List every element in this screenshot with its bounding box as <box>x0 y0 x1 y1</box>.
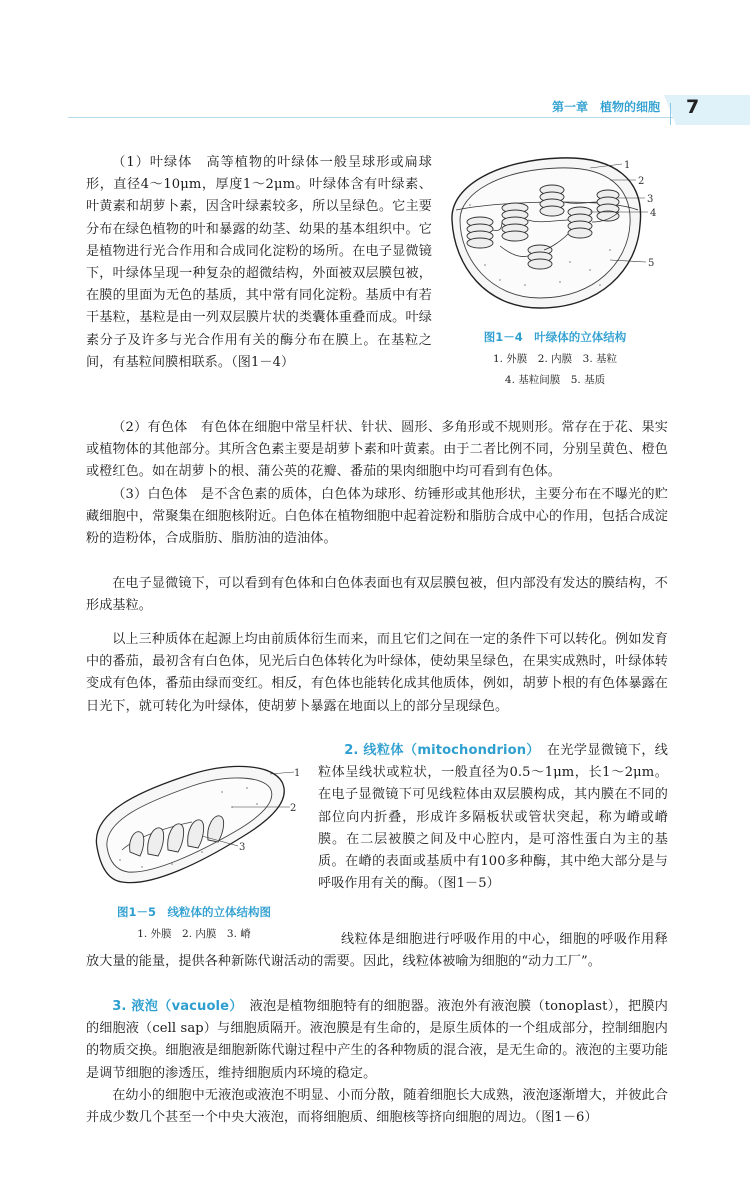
chloroplast-label-5: 5 <box>648 258 655 269</box>
paragraph-chloroplast: （1）叶绿体 高等植物的叶绿体一般呈球形或扁球形，直径4～10μm，厚度1～2μm。叶绿体含有叶绿素、叶黄素和胡萝卜素，因含叶绿素较多，所以呈绿色。它主要分布在绿色植物的叶和暴露的幼茎、幼果的基本组织中。它是植物进行光合作用和合成同化淀粉的场所。在电子显微镜下，叶绿体呈现一种复杂的超微结构，外面被双层膜包被，在膜的里面为无色的基质，其中常有同化淀粉。基质中有若干基粒，基粒是由一列双层膜片状的类囊体重叠而成。叶绿素分子及许多与光合作用有关的酶分布在膜上。在基粒之间，有基粒间膜相联系。（图1－4） <box>86 155 432 370</box>
chapter-title: 第一章 植物的细胞 <box>551 100 660 114</box>
mitochondrion-label-3: 3 <box>239 842 246 853</box>
paragraph-em-observation: 在电子显微镜下，可以看到有色体和白色体表面也有双层膜包被，但内部没有发达的膜结构，不形成基粒。 <box>86 576 668 614</box>
paragraph-leucoplast: （3）白色体 是不含色素的质体，白色体为球形、纺锤形或其他形状，主要分布在不曝光的贮藏细胞中，常聚集在细胞核附近。白色体在植物细胞中起着淀粉和脂肪合成中心的作用，包括合成淀粉的造粉体，合成脂肪、脂肪油的造油体。 <box>86 487 668 547</box>
chloroplast-illustration <box>440 150 670 325</box>
figure-1-5-caption: 图1－5 线粒体的立体结构图 <box>116 905 271 919</box>
mitochondrion-label-2: 2 <box>290 803 297 814</box>
mitochondrion-text: 在光学显微镜下，线粒体呈线状或粒状，一般直径为0.5～1μm，长1～2μm。在电子显微镜下可见线粒体由双层膜构成，其内膜在不同的部位向内折叠，形成许多隔板状或管状突起，称为嵴或嵴膜。在二层被膜之间及中心腔内，是可溶性蛋白为主的基质。在嵴的表面或基质中有100多种酶，其中绝大部分是与呼吸作用有关的酶。（图1－5） <box>318 743 669 892</box>
chloroplast-label-2: 2 <box>638 176 645 187</box>
paragraph-vacuole <box>86 996 668 1085</box>
mitochondrion-heading: 2. 线粒体（mitochondrion） <box>344 743 534 758</box>
paragraph-vacuole-growth: 在幼小的细胞中无液泡或液泡不明显、小而分散，随着细胞长大成熟，液泡逐渐增大，并彼此合并成少数几个甚至一个中央大液泡，而将细胞质、细胞核等挤向细胞的周边。（图1－6） <box>86 1088 668 1126</box>
figure-1-4-legend-line1: 1. 外膜 2. 内膜 3. 基粒 <box>492 353 618 365</box>
paragraph-power-plant: 线粒体是细胞进行呼吸作用的中心，细胞的呼吸作用释放大量的能量，提供各种新陈代谢活动的需要。因此，线粒体被喻为细胞的“动力工厂”。 <box>86 932 668 970</box>
vacuole-text: 液泡是植物细胞特有的细胞器。液泡外有液泡膜（tonoplast），把膜内的细胞液（cell sap）与细胞质隔开。液泡膜是有生命的，是原生质体的一个组成部分，控制细胞内的物质交换。细胞液是细胞新陈代谢过程中产生的各种物质的混合液，是无生命的。液泡的主要功能是调节细胞的渗透压，维持细胞质内环境的稳定。 <box>86 999 668 1081</box>
page-number: 7 <box>686 96 700 118</box>
figure-chloroplast <box>440 150 670 325</box>
figure-mitochondrion <box>82 752 302 897</box>
paragraph-chromoplast: （2）有色体 有色体在细胞中常呈杆状、针状、圆形、多角形或不规则形。常存在于花、果实或植物体的其他部分。其所含色素主要是胡萝卜素和叶黄素。由于二者比例不同，分别呈黄色、橙色或橙红色。如在胡萝卜的根、蒲公英的花瓣、番茄的果肉细胞中均可看到有色体。 <box>86 420 668 480</box>
mitochondrion-illustration <box>82 752 302 897</box>
chloroplast-label-3: 3 <box>647 194 654 205</box>
figure-1-4-legend-line2: 4. 基粒间膜 5. 基质 <box>504 374 606 386</box>
page-tab-divider <box>670 103 671 125</box>
chloroplast-label-1: 1 <box>624 160 631 171</box>
paragraph-mitochondrion <box>318 740 668 895</box>
header-rule <box>68 117 680 118</box>
paragraph-plastid-conversion: 以上三种质体在起源上均由前质体衍生而来，而且它们之间在一定的条件下可以转化。例如发育中的番茄，最初含有白色体，见光后白色体转化为叶绿体，使幼果呈绿色，在果实成熟时，叶绿体转变成有色体，番茄由绿而变红。相反，有色体也能转化成其他质体，例如，胡萝卜根的有色体暴露在日光下，就可转化为叶绿体，使胡萝卜暴露在地面以上的部分呈现绿色。 <box>86 632 668 714</box>
chloroplast-label-4: 4 <box>650 208 657 219</box>
mitochondrion-label-1: 1 <box>294 768 301 779</box>
figure-1-5-legend: 1. 外膜 2. 内膜 3. 嵴 <box>137 928 251 940</box>
vacuole-heading: 3. 液泡（vacuole） <box>112 999 237 1014</box>
figure-1-4-caption: 图1－4 叶绿体的立体结构 <box>483 330 627 344</box>
